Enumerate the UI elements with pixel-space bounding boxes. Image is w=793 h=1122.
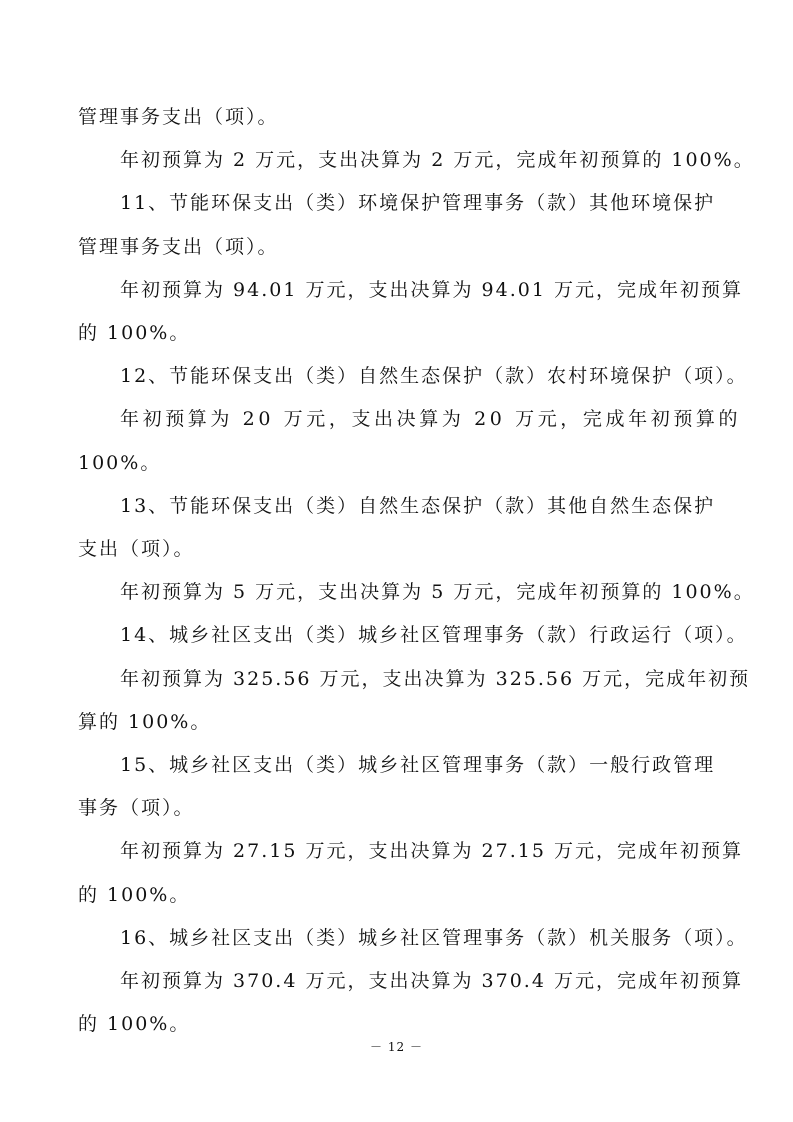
text-line: 的 100%。 bbox=[78, 1013, 191, 1036]
text-line: 年初预算为 5 万元，支出决算为 5 万元，完成年初预算的 100%。 bbox=[120, 581, 755, 604]
text-line: 100%。 bbox=[78, 451, 162, 474]
text-line: 管理事务支出（项）。 bbox=[78, 106, 279, 128]
text-line: 年初预算为 27.15 万元，支出决算为 27.15 万元，完成年初预算 bbox=[120, 840, 743, 863]
section-heading: 16、城乡社区支出（类）城乡社区管理事务（款）机关服务（项）。 bbox=[120, 926, 748, 949]
body-text bbox=[78, 96, 755, 1046]
text-line: 的 100%。 bbox=[78, 883, 191, 906]
text-line: 年初预算为 325.56 万元，支出决算为 325.56 万元，完成年初预 bbox=[120, 667, 751, 690]
section-heading: 11、节能环保支出（类）环境保护管理事务（款）其他环境保护 bbox=[120, 192, 716, 215]
section-heading: 14、城乡社区支出（类）城乡社区管理事务（款）行政运行（项）。 bbox=[120, 624, 748, 647]
text-line: 的 100%。 bbox=[78, 322, 191, 345]
page-number: － 12 － bbox=[370, 1040, 423, 1054]
text-line: 管理事务支出（项）。 bbox=[78, 235, 279, 258]
section-heading: 13、节能环保支出（类）自然生态保护（款）其他自然生态保护 bbox=[120, 494, 716, 517]
text-line: 年初预算为 2 万元，支出决算为 2 万元，完成年初预算的 100%。 bbox=[120, 149, 755, 172]
text-line: 年初预算为 370.4 万元，支出决算为 370.4 万元，完成年初预算 bbox=[120, 970, 743, 993]
text-line: 事务（项）。 bbox=[78, 797, 195, 820]
section-heading: 12、节能环保支出（类）自然生态保护（款）农村环境保护（项）。 bbox=[120, 365, 748, 388]
section-heading: 15、城乡社区支出（类）城乡社区管理事务（款）一般行政管理 bbox=[120, 754, 716, 777]
text-line: 支出（项）。 bbox=[78, 538, 195, 561]
text-line: 算的 100%。 bbox=[78, 710, 212, 733]
text-line: 年初预算为 20 万元，支出决算为 20 万元，完成年初预算的 bbox=[120, 408, 742, 431]
text-line: 年初预算为 94.01 万元，支出决算为 94.01 万元，完成年初预算 bbox=[120, 278, 743, 301]
